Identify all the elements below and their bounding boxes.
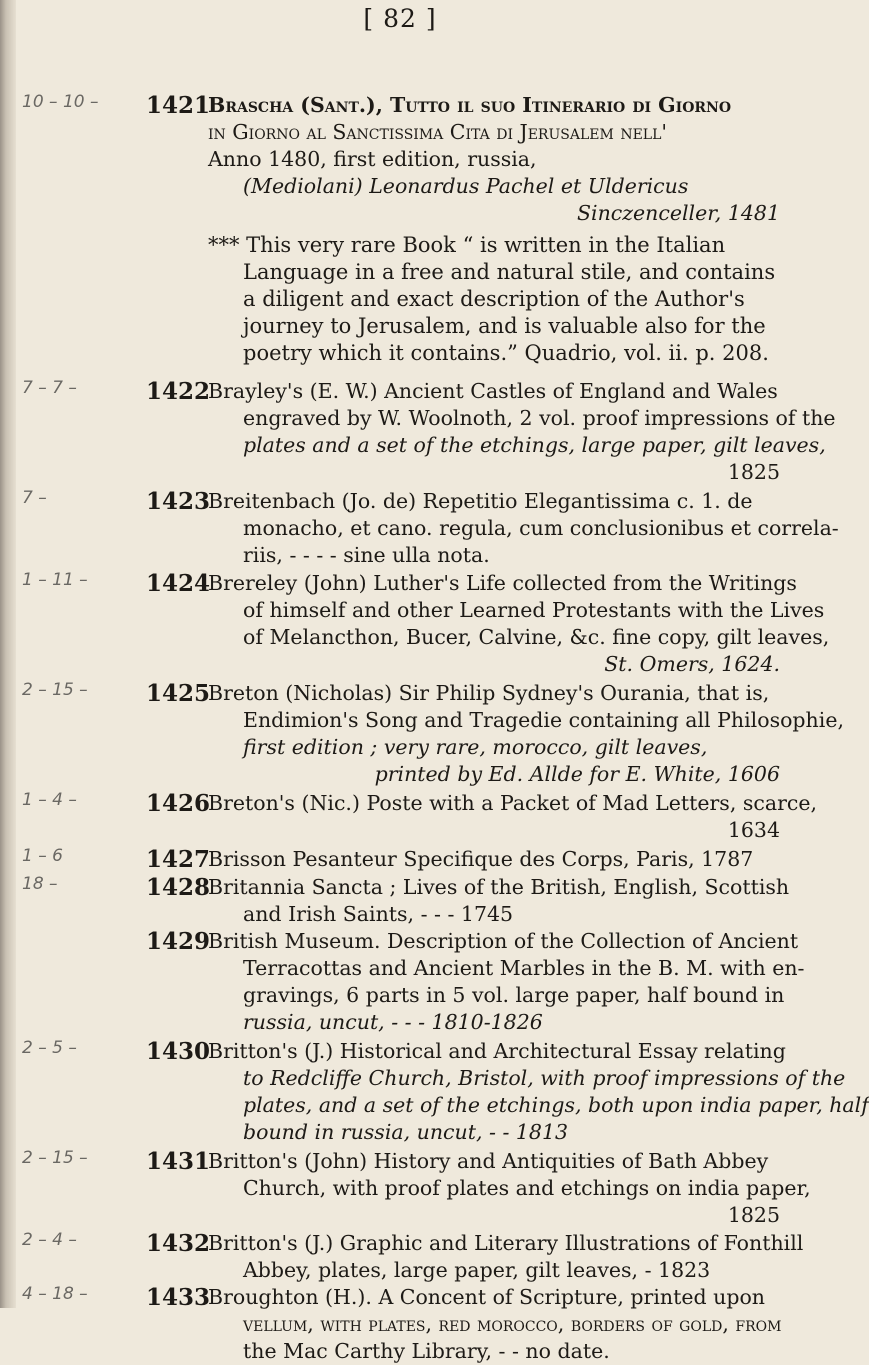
lot-number: 1431 bbox=[146, 1148, 211, 1175]
entry-text bbox=[208, 1038, 869, 1146]
lot-number: 1430 bbox=[146, 1038, 211, 1065]
lot-number: 1421 bbox=[146, 92, 211, 119]
entry-line: Britannia Sancta ; Lives of the British, English, Scottish bbox=[208, 875, 790, 899]
entry-line: Breitenbach (Jo. de) Repetitio Elegantissima c. 1. de bbox=[208, 489, 753, 513]
lot-number: 1422 bbox=[146, 378, 211, 405]
lot-number: 1428 bbox=[146, 874, 211, 901]
entry-line: engraved by W. Woolnoth, 2 vol. proof impressions of the bbox=[243, 406, 836, 430]
entry-line: (Mediolani) Leonardus Pachel et Uldericus bbox=[243, 174, 689, 198]
entry-line: St. Omers, 1624. bbox=[604, 652, 780, 676]
lot-number: 1424 bbox=[146, 570, 211, 597]
entry-line: Brayley's (E. W.) Ancient Castles of England and Wales bbox=[208, 379, 778, 403]
entry-text bbox=[208, 1148, 811, 1229]
entry-line: bound in russia, uncut, - - 1813 bbox=[243, 1120, 569, 1144]
entry-line: Endimion's Song and Tragedie containing all Philosophie, bbox=[243, 708, 844, 732]
entry-line: Abbey, plates, large paper, gilt leaves, - 1823 bbox=[243, 1258, 711, 1282]
note-line: *** This very rare Book “ is written in the Italian bbox=[208, 233, 726, 257]
entry-line: monacho, et cano. regula, cum conclusionibus et correla- bbox=[243, 516, 839, 540]
entry-line: printed by Ed. Allde for E. White, 1606 bbox=[374, 762, 780, 786]
lot-number: 1432 bbox=[146, 1230, 211, 1257]
lot-number: 1427 bbox=[146, 846, 211, 873]
lot-number: 1426 bbox=[146, 790, 211, 817]
entry-line: Anno 1480, first edition, russia, bbox=[208, 147, 537, 171]
price-annotation: 1 – 6 bbox=[22, 846, 63, 866]
entry-line: to Redcliffe Church, Bristol, with proof impressions of the bbox=[243, 1066, 846, 1090]
price-annotation: 7 – bbox=[22, 488, 47, 508]
entry-text bbox=[208, 790, 818, 844]
entry-text bbox=[208, 1230, 804, 1284]
price-annotation: 2 – 15 – bbox=[22, 1148, 88, 1168]
entry-line: first edition ; very rare, morocco, gilt leaves, bbox=[243, 735, 708, 759]
entry-line: plates and a set of the etchings, large paper, gilt leaves, bbox=[243, 433, 826, 457]
entry-line: Brascha (Sant.), Tutto il suo Itinerario di Giorno bbox=[208, 93, 732, 117]
price-annotation: 7 – 7 – bbox=[22, 378, 77, 398]
entry-line: vellum, with plates, red morocco, borders of gold, from bbox=[243, 1312, 782, 1336]
entry-line: russia, uncut, - - - 1810-1826 bbox=[243, 1010, 543, 1034]
entry-line: Brereley (John) Luther's Life collected from the Writings bbox=[208, 571, 797, 595]
entry-line: Church, with proof plates and etchings on india paper, bbox=[243, 1176, 811, 1200]
entry-line: Brisson Pesanteur Specifique des Corps, Paris, 1787 bbox=[208, 847, 754, 871]
page-number: [ 82 ] bbox=[363, 4, 437, 33]
price-annotation: 2 – 5 – bbox=[22, 1038, 77, 1058]
entry-line: Sinczenceller, 1481 bbox=[576, 201, 780, 225]
price-annotation: 2 – 4 – bbox=[22, 1230, 77, 1250]
entry-line: in Giorno al Sanctissima Cita di Jerusalem nell' bbox=[208, 120, 668, 144]
entry-line: gravings, 6 parts in 5 vol. large paper, half bound in bbox=[243, 983, 785, 1007]
entry-line: of himself and other Learned Protestants with the Lives bbox=[243, 598, 825, 622]
entry-line: Broughton (H.). A Concent of Scripture, printed upon bbox=[208, 1285, 765, 1309]
entry-line: 1825 bbox=[727, 1203, 780, 1227]
note-line: journey to Jerusalem, and is valuable also for the bbox=[243, 314, 766, 338]
entry-line: the Mac Carthy Library, - - no date. bbox=[243, 1339, 610, 1363]
quotation-note bbox=[208, 232, 780, 367]
lot-number: 1429 bbox=[146, 928, 211, 955]
entry-text bbox=[208, 570, 830, 678]
entry-line: Terracottas and Ancient Marbles in the B. M. with en- bbox=[243, 956, 805, 980]
entry-line: 1825 bbox=[727, 460, 780, 484]
entry-line: and Irish Saints, - - - 1745 bbox=[243, 902, 514, 926]
entry-line: Britton's (John) History and Antiquities of Bath Abbey bbox=[208, 1149, 769, 1173]
entry-text bbox=[208, 928, 805, 1036]
entry-text bbox=[208, 680, 844, 788]
lot-number: 1433 bbox=[146, 1284, 211, 1311]
entry-text bbox=[208, 92, 780, 227]
entry-line: 1634 bbox=[727, 818, 780, 842]
price-annotation: 18 – bbox=[22, 874, 58, 894]
price-annotation: 4 – 18 – bbox=[22, 1284, 88, 1304]
entry-line: plates, and a set of the etchings, both upon india paper, half bbox=[243, 1093, 869, 1117]
entry-text bbox=[208, 488, 839, 569]
entry-text bbox=[208, 1284, 780, 1365]
entry-line: British Museum. Description of the Collection of Ancient bbox=[208, 929, 799, 953]
note-line: Language in a free and natural stile, and contains bbox=[243, 260, 776, 284]
entry-line: Breton (Nicholas) Sir Philip Sydney's Ourania, that is, bbox=[208, 681, 770, 705]
price-annotation: 1 – 4 – bbox=[22, 790, 77, 810]
lot-number: 1423 bbox=[146, 488, 211, 515]
price-annotation: 1 – 11 – bbox=[22, 570, 88, 590]
price-annotation: 2 – 15 – bbox=[22, 680, 88, 700]
entry-text bbox=[208, 874, 790, 928]
note-line: poetry which it contains.” Quadrio, vol. ii. p. 208. bbox=[243, 341, 769, 365]
lot-number: 1425 bbox=[146, 680, 211, 707]
entry-line: Britton's (J.) Historical and Architectural Essay relating bbox=[208, 1039, 786, 1063]
price-annotation: 10 – 10 – bbox=[22, 92, 99, 112]
entry-line: Britton's (J.) Graphic and Literary Illustrations of Fonthill bbox=[208, 1231, 804, 1255]
entry-text bbox=[208, 378, 836, 486]
entry-text bbox=[208, 846, 780, 873]
entry-line: Breton's (Nic.) Poste with a Packet of Mad Letters, scarce, bbox=[208, 791, 818, 815]
entry-line: of Melancthon, Bucer, Calvine, &c. fine copy, gilt leaves, bbox=[243, 625, 830, 649]
note-line: a diligent and exact description of the Author's bbox=[243, 287, 745, 311]
entry-line: riis, - - - - sine ulla nota. bbox=[243, 543, 490, 567]
page-gutter-shadow bbox=[0, 0, 16, 1308]
